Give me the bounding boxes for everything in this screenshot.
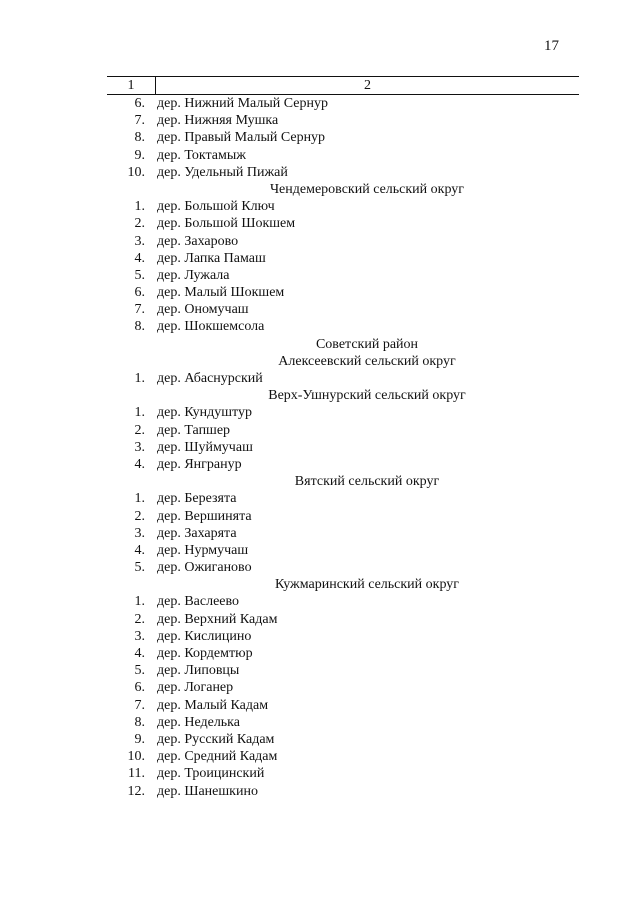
row-number: 10. [127,749,145,765]
table-row [107,748,579,765]
settlement-name: дер. Абаснурский [157,371,263,386]
settlement-name: дер. Лапка Памаш [157,250,266,266]
row-number: 3. [134,525,145,541]
table-row [107,508,579,525]
settlement-name: дер. Ожиганово [157,560,252,576]
row-number: 9. [134,147,145,163]
settlement-name: дер. Янгранур [157,456,242,472]
settlement-name: дер. Малый Шокшем [157,285,285,301]
row-number: 4. [134,250,145,266]
table-row [107,198,579,215]
settlement-name: дер. Лужала [157,267,230,283]
section-heading: Вятский сельский округ [294,474,440,490]
section-heading: Чендемеровский сельский округ [269,181,465,197]
row-number: 2. [134,216,145,232]
table-row [107,370,579,387]
row-number: 3. [134,233,145,249]
settlement-name: дер. Малый Кадам [157,697,269,713]
table-row [107,404,579,421]
row-number: 6. [134,285,145,301]
section-heading: Алексеевский сельский округ [278,353,456,369]
row-number: 4. [134,456,145,472]
table-header [107,76,579,95]
settlement-name: дер. Захарята [157,525,237,541]
settlement-name: дер. Русский Кадам [157,731,275,747]
table-row [107,645,579,662]
table-row [107,697,579,714]
row-number: 4. [134,542,145,558]
row-number: 7. [134,302,145,318]
settlement-name: дер. Тапшер [157,422,231,438]
table-row [107,147,579,164]
row-number: 4. [134,646,145,661]
row-number: 6. [134,680,145,696]
table-row [107,112,579,129]
table-body [107,95,579,800]
settlement-name: дер. Липовцы [157,663,240,679]
row-number: 2. [134,508,145,524]
settlement-name: дер. Шанешкино [157,783,258,799]
row-number: 6. [134,96,145,111]
table-row [107,765,579,782]
row-number: 8. [134,319,145,335]
settlement-name: дер. Кордемтюр [157,646,253,661]
row-number: 10. [127,164,145,180]
settlement-name: дер. Верхний Кадам [157,611,278,627]
section-heading: Советский район [315,336,419,352]
row-number: 7. [134,697,145,713]
settlement-table [107,76,579,800]
row-number: 7. [134,113,145,129]
settlement-name: дер. Удельный Пижай [157,164,288,180]
row-number: 8. [134,714,145,730]
table-row [107,233,579,250]
row-number: 12. [127,783,145,799]
settlement-name: дер. Васлеево [157,594,240,610]
section-heading: Кужмаринский сельский округ [274,577,460,593]
table-row [107,284,579,301]
page-number: 17 [544,38,559,54]
row-number: 5. [134,267,145,283]
table-row [107,164,579,181]
table-row [107,542,579,559]
row-number: 5. [134,663,145,679]
table-row [107,525,579,542]
table-row [107,490,579,507]
settlement-name: дер. Нижний Малый Сернур [157,96,328,111]
settlement-name: дер. Кундуштур [157,405,252,421]
row-number: 9. [134,731,145,747]
settlement-name: дер. Логанер [157,680,234,696]
settlement-name: дер. Вершинята [157,508,252,524]
table-row [107,679,579,696]
header-col-1: 1 [127,78,135,93]
table-row [107,301,579,318]
row-number: 1. [134,491,145,507]
settlement-name: дер. Токтамыж [157,147,246,163]
table-row [107,318,579,335]
settlement-name: дер. Троицинский [157,766,265,782]
table-row [107,783,579,800]
row-number: 3. [134,628,145,644]
table-row [107,662,579,679]
settlement-name: дер. Березята [157,491,237,507]
settlement-name: дер. Нурмучаш [157,542,249,558]
settlement-name: дер. Средний Кадам [157,749,278,765]
row-number: 5. [134,560,145,576]
section-heading: Верх-Ушнурский сельский округ [268,388,466,404]
row-number: 1. [134,594,145,610]
settlement-name: дер. Кислицино [157,628,252,644]
table-row [107,628,579,645]
settlement-name: дер. Неделька [157,714,240,730]
settlement-name: дер. Большой Шокшем [157,216,296,232]
table-row [107,611,579,628]
table-row [107,456,579,473]
table-row [107,250,579,267]
settlement-name: дер. Шуймучаш [157,439,253,455]
row-number: 1. [134,199,145,215]
row-number: 11. [128,766,145,782]
table-row [107,714,579,731]
table-row [107,559,579,576]
settlement-name: дер. Ономучаш [157,302,249,318]
header-col-2: 2 [155,77,579,94]
row-number: 8. [134,130,145,146]
table-row [107,422,579,439]
settlement-name: дер. Большой Ключ [157,199,275,215]
row-number: 1. [134,371,145,386]
table-row [107,267,579,284]
row-number: 1. [134,405,145,421]
table-row [107,731,579,748]
settlement-name: дер. Захарово [157,233,239,249]
row-number: 3. [134,439,145,455]
table-row [107,95,579,112]
table-row [107,439,579,456]
row-number: 2. [134,422,145,438]
settlement-name: дер. Нижняя Мушка [157,113,279,129]
settlement-name: дер. Правый Малый Сернур [157,130,326,146]
table-row [107,215,579,232]
table-row [107,129,579,146]
settlement-name: дер. Шокшемсола [157,319,265,335]
row-number: 2. [134,611,145,627]
table-row [107,593,579,610]
